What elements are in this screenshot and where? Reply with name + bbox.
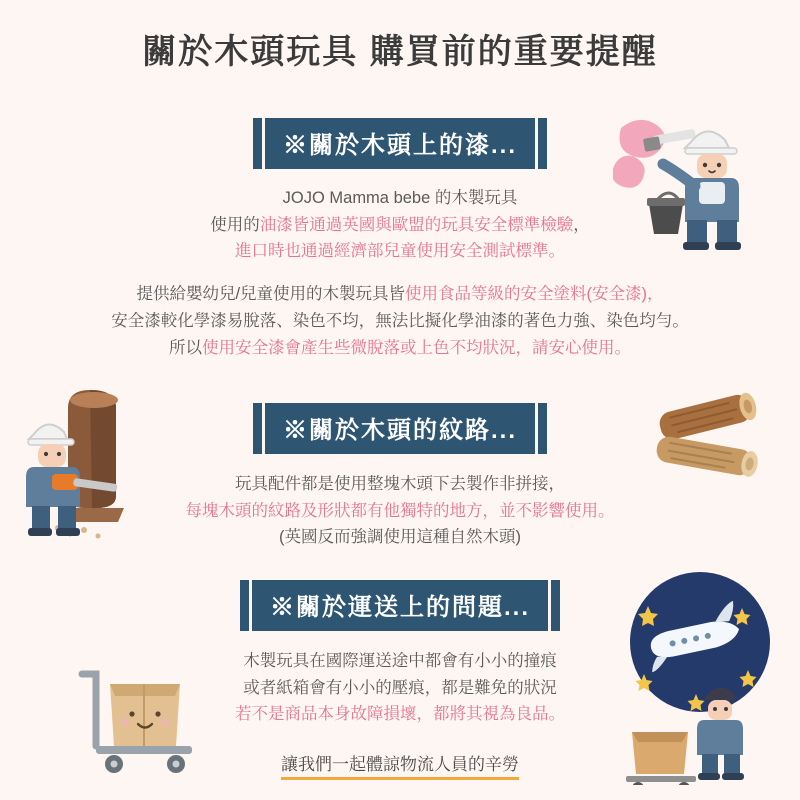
paint-line-2-suffix: ， xyxy=(573,215,590,234)
page-title: 關於木頭玩具 購買前的重要提醒 xyxy=(142,33,658,71)
grain-line-3: (英國反而強調使用這種自然木頭) xyxy=(279,528,521,547)
paint-line-4-prefix: 提供給嬰幼兒/兒童使用的木製玩具皆 xyxy=(136,285,406,304)
shipping-line-1: 木製玩具在國際運送途中都會有小小的撞痕 xyxy=(243,652,557,670)
footer-note-text: 讓我們一起體諒物流人員的辛勞 xyxy=(281,755,519,780)
paint-line-2-highlight: 油漆皆通過英國與歐盟的玩具安全標準檢驗 xyxy=(259,215,574,234)
paint-line-6-highlight: 使用安全漆會產生些微脫落或上色不均狀況，請安心使用。 xyxy=(202,338,631,357)
wood-logs-icon xyxy=(650,392,770,482)
airplane-night-icon xyxy=(592,570,782,785)
paint-line-4 xyxy=(0,281,800,308)
paint-line-3: 進口時也通過經濟部兒童使用安全測試標準。 xyxy=(235,242,565,261)
section-heading-paint: ※關於木頭上的漆... xyxy=(265,118,535,169)
paint-line-1-text: JOJO Mamma bebe 的木製玩具 xyxy=(282,189,518,207)
paint-line-5: 安全漆較化學漆易脫落、染色不均，無法比擬化學油漆的著色力強、染色均勻。 xyxy=(111,311,689,330)
grain-line-1: 玩具配件都是使用整塊木頭下去製作非拼接， xyxy=(235,475,565,493)
section-heading-shipping: ※關於運送上的問題... xyxy=(252,580,548,631)
paint-line-6 xyxy=(0,335,800,362)
painter-worker-icon xyxy=(613,108,788,258)
lumberjack-icon xyxy=(18,388,153,548)
paint-line-4-highlight: 使用食品等級的安全塗料(安全漆)， xyxy=(405,285,664,304)
shipping-line-2: 或者紙箱會有小小的壓痕，都是難免的狀況 xyxy=(243,678,557,697)
delivery-box-cart-icon xyxy=(70,662,205,782)
paint-paragraph-2 xyxy=(0,281,800,361)
paint-line-6-prefix: 所以 xyxy=(169,338,202,357)
grain-line-2: 每塊木頭的紋路及形狀都有他獨特的地方，並不影響使用。 xyxy=(185,501,615,520)
section-heading-grain: ※關於木頭的紋路... xyxy=(265,403,535,454)
paint-line-2-prefix: 使用的 xyxy=(210,215,260,234)
shipping-line-3: 若不是商品本身故障損壞，都將其視為良品。 xyxy=(235,705,565,724)
